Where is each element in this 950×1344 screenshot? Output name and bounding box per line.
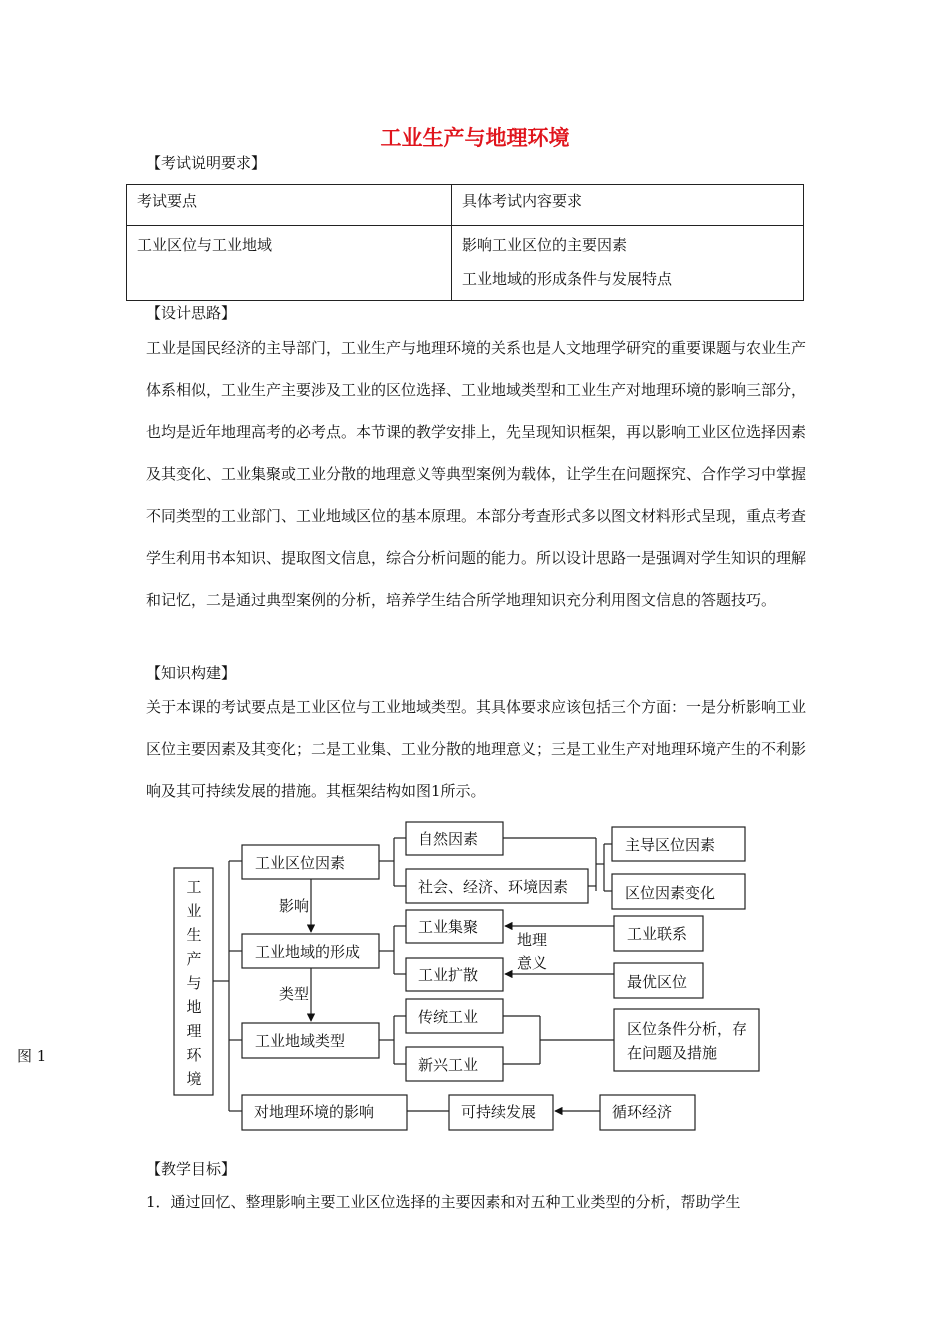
page-title: 工业生产与地理环境 [380,125,570,150]
table-cell-point: 工业区位与工业地域 [127,226,452,301]
node-region-types: 工业地域类型 [255,1032,346,1050]
figure-label: 图 1 [17,1047,47,1065]
table-cell-requirements [452,226,804,301]
node-agglomeration: 工业集聚 [418,918,479,936]
node-analysis: 区位条件分析，存 [627,1020,748,1038]
node-circular-economy: 循环经济 [612,1103,673,1121]
design-paragraph [146,327,806,621]
knowledge-paragraph [146,686,806,812]
requirement-line: 影响工业区位的主要因素 [462,236,628,254]
exam-requirements-table [126,184,804,301]
node-region-formation: 工业地域的形成 [255,943,361,961]
requirement-line: 工业地域的形成条件与发展特点 [462,270,673,288]
node-social-factors: 社会、经济、环境因素 [418,878,569,896]
node-sustainable: 可持续发展 [461,1103,537,1121]
diagram-root-char: 境 [186,1070,202,1088]
diagram-root-char: 产 [186,950,202,968]
diagram-root-char: 环 [186,1046,202,1064]
arrow-label-type: 类型 [279,985,310,1003]
section-knowledge-heading: 【知识构建】 [146,664,237,682]
node-traditional-industry: 传统工业 [418,1008,479,1026]
label-geo-meaning: 地理 [517,931,548,949]
knowledge-text: 关于本课的考试要点是工业区位与工业地域类型。其具体要求应该包括三个方面：一是分析影响工业区位主要因素及其变化；二是工业集、工业分散的地理意义；三是工业生产对地理环境产生的不利影响及其可持续发展的措施。其框架结构如图1所示。 [146,698,807,800]
table-header-cell: 具体考试内容要求 [452,185,804,226]
node-natural-factors: 自然因素 [418,830,479,848]
section-goals-heading: 【教学目标】 [146,1160,237,1178]
node-location-factors: 工业区位因素 [255,854,346,872]
goals-paragraph [146,1181,806,1223]
section-exam-heading: 【考试说明要求】 [146,154,267,172]
node-industrial-links: 工业联系 [627,925,688,943]
diagram-root-char: 与 [186,974,202,992]
diagram-root-char: 理 [186,1022,202,1040]
diagram-root-char: 业 [186,902,202,920]
table-header-row [127,185,804,226]
table-header-cell: 考试要点 [127,185,452,226]
node-dominant-factor: 主导区位因素 [625,836,716,854]
node-factor-change: 区位因素变化 [625,884,716,902]
goal-item: 1．通过回忆、整理影响主要工业区位选择的主要因素和对五种工业类型的分析，帮助学生 [146,1193,741,1211]
node-emerging-industry: 新兴工业 [418,1056,479,1074]
section-design-heading: 【设计思路】 [146,304,237,322]
diagram-root-char: 工 [186,878,202,896]
diagram-root-char: 地 [186,998,202,1016]
node-analysis: 在问题及措施 [627,1044,718,1062]
label-geo-meaning: 意义 [517,954,548,972]
arrow-label-influence: 影响 [279,897,310,915]
node-environment-impact: 对地理环境的影响 [254,1103,375,1121]
table-row [127,226,804,301]
diagram-root-char: 生 [186,926,202,944]
design-text: 工业是国民经济的主导部门，工业生产与地理环境的关系也是人文地理学研究的重要课题与农业生产体系相似，工业生产主要涉及工业的区位选择、工业地域类型和工业生产对地理环境的影响三部分，也均是近年地理高考的必考点。本节课的教学安排上，先呈现知识框架，再以影响工业区位选择因素及其变化、工业集聚或工业分散的地理意义等典型案例为载体，让学生在问题探究、合作学习中掌握不同类型的工业部门、工业地域区位的基本原理。本部分考查形式多以图文材料形式呈现，重点考查学生利用书本知识、提取图文信息，综合分析问题的能力。所以设计思路一是强调对学生知识的理解和记忆，二是通过典型案例的分析，培养学生结合所学地理知识充分利用图文信息的答题技巧。 [146,339,807,609]
node-optimal-location: 最优区位 [627,973,688,991]
node-diffusion: 工业扩散 [418,966,479,984]
